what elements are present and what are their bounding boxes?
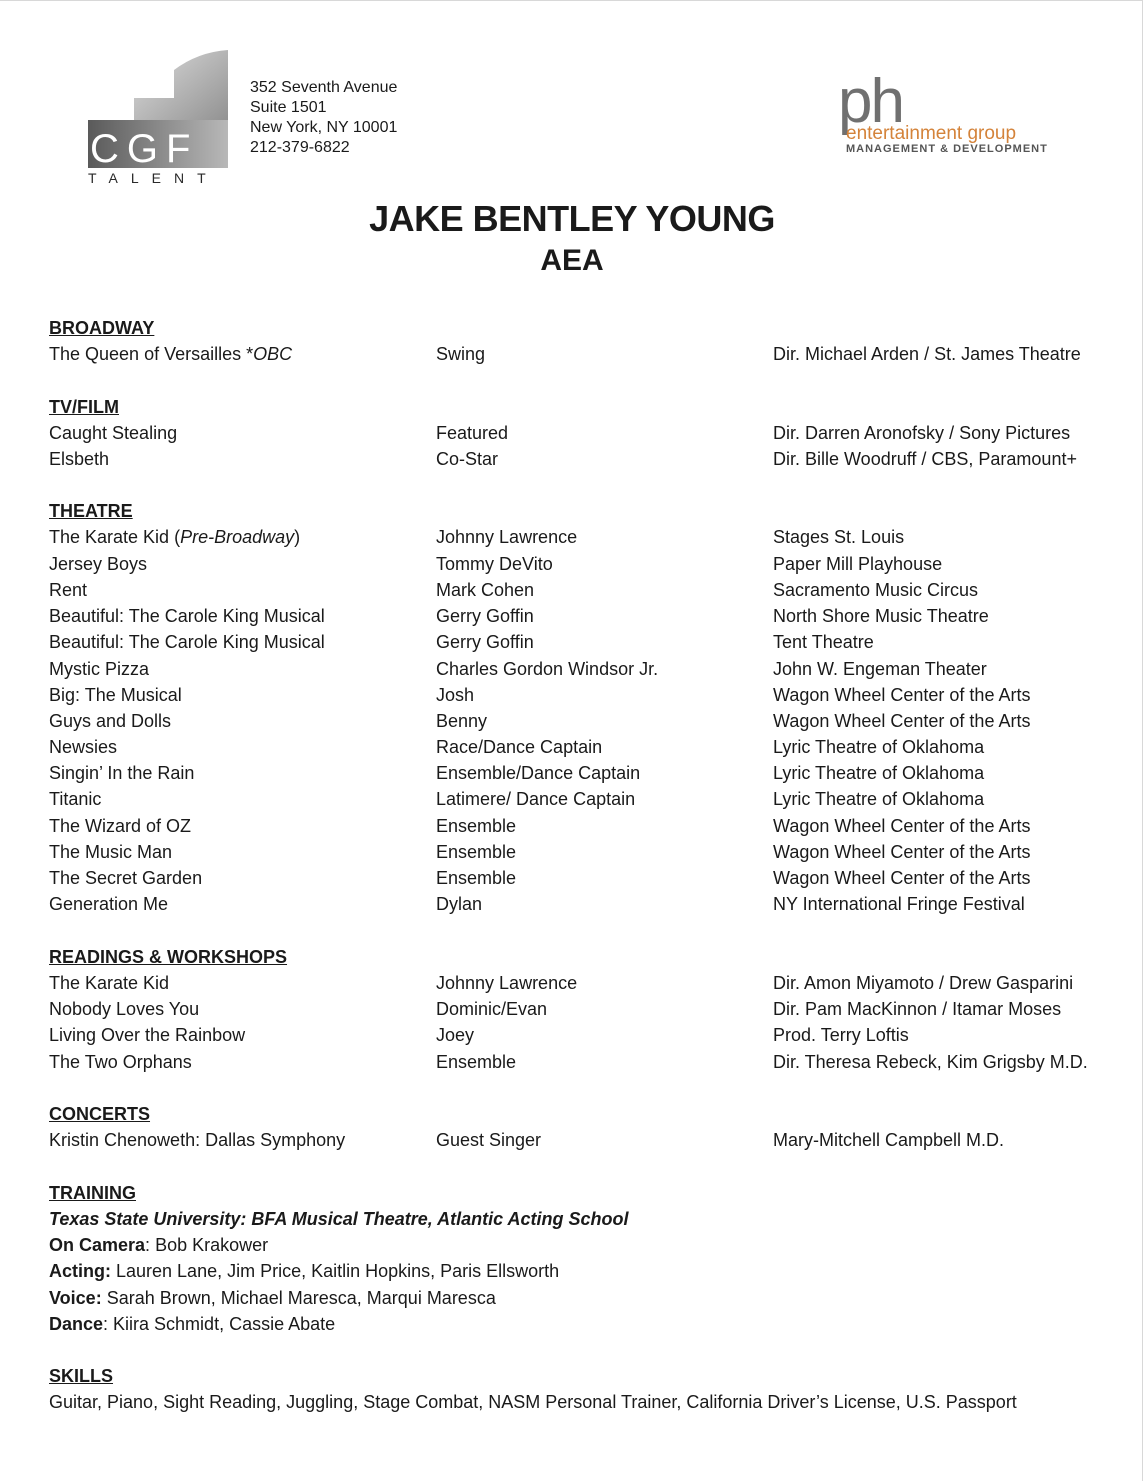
credit-venue: Wagon Wheel Center of the Arts: [773, 710, 1031, 731]
credit-row: [0, 711, 1144, 737]
union-affiliation: AEA: [540, 244, 604, 277]
credit-title: Nobody Loves You: [49, 999, 200, 1020]
credit-venue: Sacramento Music Circus: [773, 580, 979, 601]
credit-venue: Mary-Mitchell Campbell M.D.: [773, 1130, 1005, 1150]
credit-venue: North Shore Music Theatre: [773, 606, 989, 627]
credit-venue: Stages St. Louis: [773, 527, 905, 547]
credit-title: Caught Stealing: [49, 423, 178, 443]
credit-title: Elsbeth: [49, 449, 110, 469]
credit-row: [0, 1052, 1144, 1078]
credit-role: Gerry Goffin: [436, 632, 534, 653]
credit-venue: Dir. Pam MacKinnon / Itamar Moses: [773, 999, 1062, 1020]
credit-role: Gerry Goffin: [436, 606, 534, 627]
credit-title: The Secret Garden: [49, 867, 203, 888]
credit-row: [0, 763, 1144, 789]
credit-role: Mark Cohen: [436, 580, 535, 601]
credit-row: [0, 685, 1144, 711]
credit-venue: Dir. Michael Arden / St. James Theatre: [773, 344, 1081, 364]
credit-venue: Wagon Wheel Center of the Arts: [773, 841, 1031, 862]
credit-venue: Prod. Terry Loftis: [773, 1025, 909, 1046]
credit-title: Rent: [49, 580, 88, 601]
credit-venue: Paper Mill Playhouse: [773, 554, 943, 574]
training-acting: Acting: Lauren Lane, Jim Price, Kaitlin Hopkins, Paris Ellsworth: [49, 1261, 560, 1281]
credit-venue: Dir. Bille Woodruff / CBS, Paramount+: [773, 449, 1077, 469]
credit-venue: Lyric Theatre of Oklahoma: [773, 737, 985, 758]
credit-title: The Karate Kid (Pre-Broadway): [49, 527, 301, 547]
credit-row: [0, 1025, 1144, 1051]
credit-role: Race/Dance Captain: [436, 737, 603, 758]
credit-venue: Lyric Theatre of Oklahoma: [773, 789, 985, 810]
section-heading-broadway: BROADWAY: [49, 318, 155, 338]
address-line: New York, NY 10001: [250, 119, 398, 136]
cgf-talent-logo: [86, 48, 231, 186]
svg-text:TALENT: TALENT: [88, 170, 219, 186]
credit-title: Big: The Musical: [49, 684, 182, 705]
credit-role: Ensemble: [436, 867, 517, 888]
section-heading-skills: SKILLS: [49, 1366, 114, 1386]
credit-role: Featured: [436, 423, 509, 443]
credit-row: [0, 842, 1144, 868]
credit-row: [0, 606, 1144, 632]
credit-row: [0, 894, 1144, 920]
credit-row: [0, 632, 1144, 658]
credit-venue: Lyric Theatre of Oklahoma: [773, 763, 985, 784]
credit-role: Co-Star: [436, 449, 499, 469]
credit-role: Johnny Lawrence: [436, 527, 578, 547]
credit-role: Guest Singer: [436, 1130, 542, 1150]
credit-row: [0, 449, 1144, 475]
credit-row: [0, 554, 1144, 580]
credit-row: [0, 527, 1144, 553]
svg-text:ph: ph: [838, 70, 903, 136]
credit-role: Johnny Lawrence: [436, 973, 578, 993]
credit-venue: Tent Theatre: [773, 632, 874, 653]
training-school: Texas State University: BFA Musical Theatre, Atlantic Acting School: [49, 1209, 629, 1229]
credit-row: [0, 580, 1144, 606]
credit-venue: Dir. Amon Miyamoto / Drew Gasparini: [773, 973, 1074, 993]
section-heading-tvfilm: TV/FILM: [49, 397, 119, 417]
training-voice: Voice: Sarah Brown, Michael Maresca, Marqui Maresca: [49, 1288, 496, 1308]
training-dance: Dance: Kiira Schmidt, Cassie Abate: [49, 1314, 336, 1334]
credit-role: Swing: [436, 344, 486, 364]
credit-row: [0, 1130, 1144, 1156]
credit-role: Latimere/ Dance Captain: [436, 789, 636, 810]
credit-role: Ensemble: [436, 841, 517, 862]
credit-title: The Two Orphans: [49, 1051, 192, 1072]
skills-list: Guitar, Piano, Sight Reading, Juggling, Stage Combat, NASM Personal Trainer, California Driver’s License, U.S. Passport: [49, 1392, 1017, 1412]
credit-title: The Queen of Versailles *OBC: [49, 344, 293, 364]
credit-title: Titanic: [49, 789, 102, 810]
credit-row: [0, 999, 1144, 1025]
credit-role: Ensemble: [436, 1051, 517, 1072]
credit-title: Guys and Dolls: [49, 710, 172, 731]
credit-venue: Wagon Wheel Center of the Arts: [773, 815, 1031, 836]
svg-text:CGF: CGF: [90, 127, 199, 171]
credit-role: Benny: [436, 710, 488, 731]
credit-title: Mystic Pizza: [49, 658, 150, 679]
credit-venue: Wagon Wheel Center of the Arts: [773, 867, 1031, 888]
section-heading-readings: READINGS & WORKSHOPS: [49, 947, 288, 967]
address-line: 352 Seventh Avenue: [250, 79, 398, 96]
credit-venue: Dir. Theresa Rebeck, Kim Grigsby M.D.: [773, 1051, 1088, 1072]
section-heading-concerts: CONCERTS: [49, 1104, 151, 1124]
credit-role: Dominic/Evan: [436, 999, 548, 1020]
credit-row: [0, 423, 1144, 449]
credit-venue: John W. Engeman Theater: [773, 658, 987, 679]
credit-role: Ensemble/Dance Captain: [436, 763, 641, 784]
credit-title: Jersey Boys: [49, 554, 148, 574]
credit-title: Newsies: [49, 737, 118, 758]
section-heading-training: TRAINING: [49, 1183, 136, 1203]
credit-role: Charles Gordon Windsor Jr.: [436, 658, 659, 679]
credit-title: Beautiful: The Carole King Musical: [49, 632, 325, 653]
credit-title: Living Over the Rainbow: [49, 1025, 246, 1046]
credit-title: The Karate Kid: [49, 973, 170, 993]
credit-row: [0, 344, 1144, 370]
credit-title: Kristin Chenoweth: Dallas Symphony: [49, 1130, 346, 1150]
svg-text:MANAGEMENT & DEVELOPMENT: MANAGEMENT & DEVELOPMENT: [846, 143, 1048, 155]
agency-address: [250, 78, 397, 158]
performer-name: JAKE BENTLEY YOUNG: [369, 198, 775, 239]
credit-venue: Wagon Wheel Center of the Arts: [773, 684, 1031, 705]
credit-row: [0, 659, 1144, 685]
address-phone: 212-379-6822: [250, 139, 350, 156]
address-line: Suite 1501: [250, 99, 327, 116]
credit-role: Josh: [436, 684, 475, 705]
credit-row: [0, 737, 1144, 763]
credit-row: [0, 789, 1144, 815]
section-heading-theatre: THEATRE: [49, 501, 133, 521]
credit-row: [0, 973, 1144, 999]
credit-role: Joey: [436, 1025, 475, 1046]
credit-title: The Music Man: [49, 841, 173, 862]
credit-venue: Dir. Darren Aronofsky / Sony Pictures: [773, 423, 1071, 443]
ph-entertainment-logo: [838, 70, 1078, 160]
credit-venue: NY International Fringe Festival: [773, 893, 1025, 914]
credit-row: [0, 816, 1144, 842]
credit-role: Dylan: [436, 893, 483, 914]
credit-role: Tommy DeVito: [436, 554, 553, 574]
credit-title: Beautiful: The Carole King Musical: [49, 606, 325, 627]
credit-role: Ensemble: [436, 815, 517, 836]
credit-title: Generation Me: [49, 893, 169, 914]
svg-text:entertainment group: entertainment group: [846, 123, 1017, 144]
training-on-camera: On Camera: Bob Krakower: [49, 1235, 269, 1255]
credit-row: [0, 868, 1144, 894]
credit-title: The Wizard of OZ: [49, 815, 192, 836]
credit-title: Singin’ In the Rain: [49, 763, 195, 784]
